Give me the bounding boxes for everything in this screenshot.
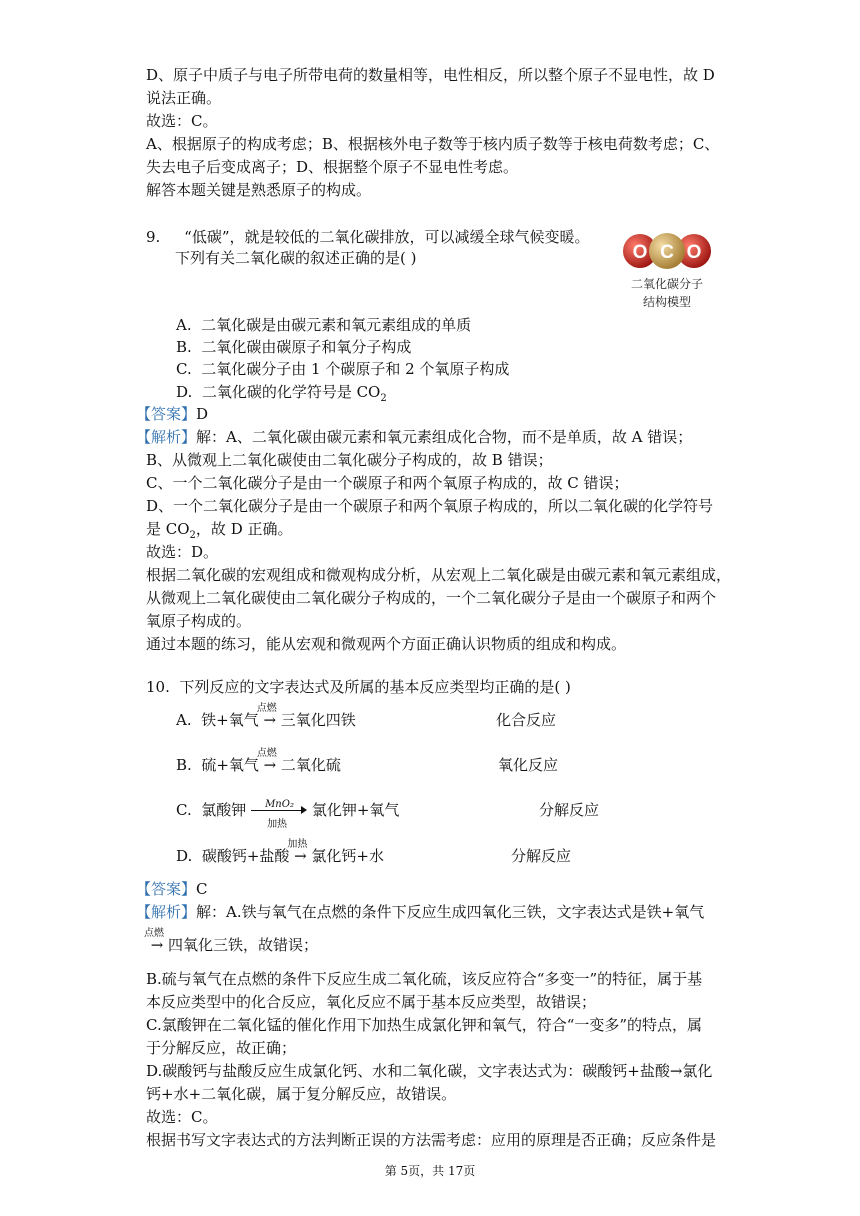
products: 二氧化硫 xyxy=(280,756,341,774)
q10-option-c[interactable] xyxy=(176,799,400,830)
reactants: 硫+氧气 xyxy=(201,756,259,774)
answer-value: C xyxy=(196,880,208,898)
reaction-arrow: 点燃 → xyxy=(259,754,281,776)
q9-option-b[interactable] xyxy=(176,336,411,358)
q10-explanation-line6: 于分解反应，故正确； xyxy=(146,1039,297,1057)
q10-option-d-type: 分解反应 xyxy=(511,847,572,865)
prev-explanation-d-line2: 说法正确。 xyxy=(146,89,222,107)
answer-tag: 【答案】 xyxy=(136,405,197,423)
q9-summary-line2: 从微观上二氧化碳使由二氧化碳分子构成的，一个二氧化碳分子是由一个碳原子和两个 xyxy=(146,589,717,607)
q9-summary-line1: 根据二氧化碳的宏观组成和微观构成分析，从宏观上二氧化碳是由碳元素和氧元素组成， xyxy=(146,566,732,584)
explanation-text: 四氧化三铁，故错误； xyxy=(168,936,319,954)
reactants: 碳酸钙+盐酸 xyxy=(201,847,290,865)
option-letter: D. xyxy=(176,383,193,401)
q10-option-c-type: 分解反应 xyxy=(539,801,600,819)
reactants: 铁+氧气 xyxy=(201,711,259,729)
option-letter: C. xyxy=(176,360,192,378)
q10-summary-line1: 根据书写文字表达式的方法判断正误的方法需考虑：应用的原理是否正确；反应条件是 xyxy=(146,1131,717,1149)
reaction-arrow: 点燃 → xyxy=(259,709,281,731)
prev-analysis-line2: 失去电子后变成离子；D、根据整个原子不显电性考虑。 xyxy=(146,158,519,176)
option-letter: A. xyxy=(176,316,192,334)
prev-key-point: 解答本题关键是熟悉原子的构成。 xyxy=(146,181,372,199)
q9-stem-line1 xyxy=(146,226,590,248)
reaction-condition: 点燃 xyxy=(256,748,277,759)
q10-explanation-line8: 钙+水+二氧化碳，属于复分解反应，故错误。 xyxy=(146,1085,457,1103)
q9-number: 9. xyxy=(146,228,161,246)
q9-summary-line4: 通过本题的练习，能从宏观和微观两个方面正确认识物质的组成和构成。 xyxy=(146,635,627,653)
q9-choose: 故选：D。 xyxy=(146,543,219,561)
atom-label-o1: O xyxy=(632,242,648,263)
option-letter: D. xyxy=(176,847,193,865)
q10-option-d[interactable] xyxy=(176,839,384,867)
subscript: 2 xyxy=(189,530,196,541)
q9-stem-line2: 下列有关二氧化碳的叙述正确的是( ) xyxy=(175,249,417,267)
explanation-text: 解：A.铁与氧气在点燃的条件下反应生成四氧化三铁，文字表达式是铁+氧气 xyxy=(196,903,705,921)
q10-stem-text: 下列反应的文字表达式及所属的基本反应类型均正确的是( ) xyxy=(179,678,571,696)
option-text: 二氧化碳分子由 1 个碳原子和 2 个氧原子构成 xyxy=(201,360,510,378)
products: 三氧化四铁 xyxy=(280,711,356,729)
option-letter: B. xyxy=(176,338,192,356)
reaction-arrow: 加热 → xyxy=(289,845,311,867)
q9-explanation-line4: D、一个二氧化碳分子是由一个碳原子和两个氧原子构成的，所以二氧化碳的化学符号 xyxy=(146,497,714,515)
q9-explanation-line3: C、一个二氧化碳分子是由一个碳原子和两个氧原子构成的，故 C 错误； xyxy=(146,474,629,492)
subscript: 2 xyxy=(380,393,387,404)
reaction-arrow: 点燃 → xyxy=(146,934,168,956)
products: 氯化钾+氧气 xyxy=(311,801,400,819)
reaction-condition: 点燃 xyxy=(256,703,277,714)
figure-caption-line2: 结构模型 xyxy=(642,295,692,309)
option-text: 二氧化碳的化学符号是 CO xyxy=(201,383,381,401)
q10-explanation-line3: B.硫与氧气在点燃的条件下反应生成二氧化硫，该反应符合“多变一”的特征，属于基 xyxy=(146,970,703,988)
atom-label-o2: O xyxy=(686,242,702,263)
catalyst-arrow xyxy=(251,799,307,830)
q10-explanation-line4: 本反应类型中的化合反应，氧化反应不属于基本反应类型，故错误； xyxy=(146,993,597,1011)
q9-option-a[interactable] xyxy=(176,314,471,336)
option-letter: C. xyxy=(176,801,192,819)
prev-analysis-line1: A、根据原子的构成考虑；B、根据核外电子数等于核内质子数等于核电荷数考虑；C、 xyxy=(146,135,720,153)
text: ，故 D 正确。 xyxy=(195,520,293,538)
q9-explanation-line1 xyxy=(136,426,692,448)
q10-number: 10. xyxy=(146,678,170,696)
co2-molecule-diagram xyxy=(620,229,714,313)
q10-explanation-line1 xyxy=(136,901,704,923)
reaction-condition: 加热 xyxy=(287,839,308,850)
figure-caption-line1: 二氧化碳分子 xyxy=(630,277,704,291)
products: 氯化钙+水 xyxy=(311,847,384,865)
analysis-tag: 【解析】 xyxy=(136,903,197,921)
co2-molecule-figure xyxy=(620,229,714,313)
prev-explanation-d-line1: D、原子中质子与电子所带电荷的数量相等，电性相反，所以整个原子不显电性，故 D xyxy=(146,66,715,84)
reactants: 氯酸钾 xyxy=(201,801,247,819)
q10-explanation-line7: D.碳酸钙与盐酸反应生成氯化钙、水和二氧化碳，文字表达式为：碳酸钙+盐酸→氯化 xyxy=(146,1062,713,1080)
q10-explanation-line5: C.氯酸钾在二氧化锰的催化作用下加热生成氯化钾和氧气，符合“一变多”的特点，属 xyxy=(146,1016,703,1034)
q9-option-c[interactable] xyxy=(176,358,509,380)
analysis-tag: 【解析】 xyxy=(136,428,197,446)
page-footer: 第 5页，共 17页 xyxy=(384,1164,476,1178)
q9-explanation-line2: B、从微观上二氧化碳使由二氧化碳分子构成的，故 B 错误； xyxy=(146,451,553,469)
answer-tag: 【答案】 xyxy=(136,880,197,898)
option-text: 二氧化碳是由碳元素和氧元素组成的单质 xyxy=(201,316,472,334)
q10-answer xyxy=(136,878,208,900)
atom-label-c: C xyxy=(660,242,674,263)
option-letter: B. xyxy=(176,756,192,774)
catalyst-label: MnO₂ xyxy=(265,799,294,810)
text: 是 CO xyxy=(146,520,190,538)
q9-stem-text1: “低碳”，就是较低的二氧化碳排放，可以减缓全球气候变暖。 xyxy=(184,228,590,246)
reaction-condition: 点燃 xyxy=(144,928,164,939)
q10-explanation-line2 xyxy=(144,928,319,956)
q10-choose: 故选：C。 xyxy=(146,1108,218,1126)
q10-option-a-type: 化合反应 xyxy=(496,711,557,729)
answer-value: D xyxy=(196,405,209,423)
q10-option-a[interactable] xyxy=(176,703,356,731)
option-text: 二氧化碳由碳原子和氧分子构成 xyxy=(201,338,412,356)
q10-option-b[interactable] xyxy=(176,748,341,776)
explanation-text: 解：A、二氧化碳由碳元素和氧元素组成化合物，而不是单质，故 A 错误； xyxy=(196,428,693,446)
q9-summary-line3: 氧原子构成的。 xyxy=(146,612,252,630)
q10-option-b-type: 氧化反应 xyxy=(498,756,559,774)
option-letter: A. xyxy=(176,711,192,729)
prev-answer: 故选：C。 xyxy=(146,112,218,130)
q10-stem xyxy=(146,676,571,698)
heat-label: 加热 xyxy=(267,819,288,830)
q9-answer xyxy=(136,403,208,425)
